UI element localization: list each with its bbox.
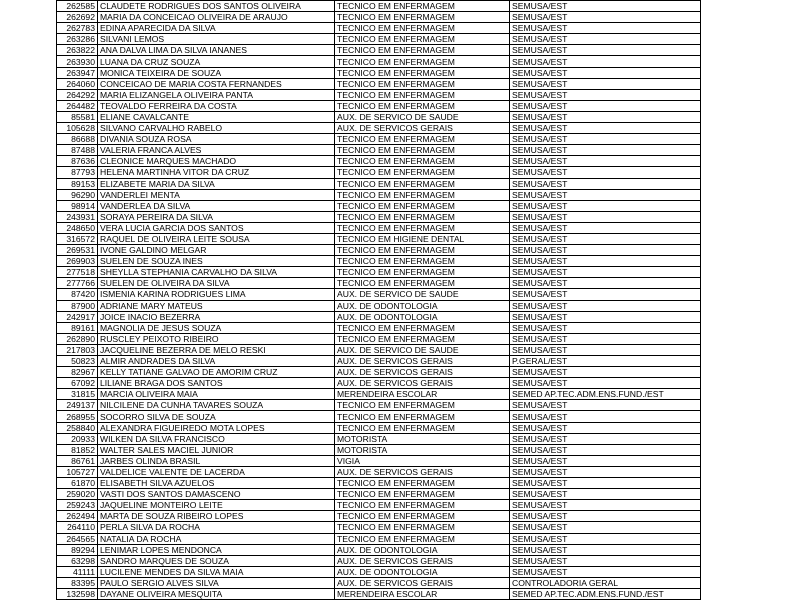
table-row — [57, 588, 701, 599]
job-title-cell: TECNICO EM ENFERMAGEM — [335, 333, 510, 344]
job-title-cell: TECNICO EM ENFERMAGEM — [335, 489, 510, 500]
employee-id-cell: 89161 — [57, 322, 98, 333]
employee-id-cell: 86688 — [57, 134, 98, 145]
employee-name-cell: NATALIA DA ROCHA — [98, 533, 335, 544]
table-row — [57, 289, 701, 300]
employee-name-cell: JACQUELINE BEZERRA DE MELO RESKI — [98, 344, 335, 355]
department-cell: SEMUSA/EST — [510, 134, 701, 145]
employee-name-cell: SANDRO MARQUES DE SOUZA — [98, 555, 335, 566]
employee-name-cell: RAQUEL DE OLIVEIRA LEITE SOUSA — [98, 233, 335, 244]
department-cell: SEMUSA/EST — [510, 378, 701, 389]
department-cell: SEMUSA/EST — [510, 123, 701, 134]
table-row — [57, 200, 701, 211]
employee-name-cell: CLEONICE MARQUES MACHADO — [98, 156, 335, 167]
employee-id-cell: 262494 — [57, 511, 98, 522]
department-cell: SEMUSA/EST — [510, 200, 701, 211]
table-row — [57, 489, 701, 500]
job-title-cell: TECNICO EM ENFERMAGEM — [335, 256, 510, 267]
job-title-cell: AUX. DE SERVICOS GERAIS — [335, 555, 510, 566]
employee-name-cell: LENIMAR LOPES MENDONCA — [98, 544, 335, 555]
department-cell: SEMUSA/EST — [510, 34, 701, 45]
job-title-cell: MERENDEIRA ESCOLAR — [335, 588, 510, 599]
job-title-cell: AUX. DE SERVICOS GERAIS — [335, 577, 510, 588]
employee-id-cell: 87636 — [57, 156, 98, 167]
job-title-cell: MOTORISTA — [335, 444, 510, 455]
table-row — [57, 111, 701, 122]
employee-name-cell: VALDELICE VALENTE DE LACERDA — [98, 466, 335, 477]
department-cell: SEMUSA/EST — [510, 12, 701, 23]
department-cell: SEMED AP.TEC.ADM.ENS.FUND./EST — [510, 588, 701, 599]
employee-name-cell: VANDERLEI MENTA — [98, 189, 335, 200]
table-row — [57, 478, 701, 489]
employee-id-cell: 105628 — [57, 123, 98, 134]
department-cell: SEMUSA/EST — [510, 278, 701, 289]
employee-id-cell: 87420 — [57, 289, 98, 300]
department-cell: SEMUSA/EST — [510, 167, 701, 178]
department-cell: SEMUSA/EST — [510, 67, 701, 78]
table-row — [57, 123, 701, 134]
employee-name-cell: MAGNOLIA DE JESUS SOUZA — [98, 322, 335, 333]
table-row — [57, 356, 701, 367]
employee-id-cell: 20933 — [57, 433, 98, 444]
employee-id-cell: 262585 — [57, 1, 98, 12]
employee-name-cell: DIVANIA SOUZA ROSA — [98, 134, 335, 145]
employee-id-cell: 259243 — [57, 500, 98, 511]
department-cell: SEMUSA/EST — [510, 256, 701, 267]
table-row — [57, 145, 701, 156]
job-title-cell: TECNICO EM ENFERMAGEM — [335, 222, 510, 233]
employee-id-cell: 249137 — [57, 400, 98, 411]
table-row — [57, 522, 701, 533]
table-row — [57, 233, 701, 244]
table-row — [57, 566, 701, 577]
table-row — [57, 167, 701, 178]
employee-id-cell: 87488 — [57, 145, 98, 156]
department-cell: CONTROLADORIA GERAL — [510, 577, 701, 588]
employee-table — [56, 0, 701, 600]
job-title-cell: AUX. DE SERVICO DE SAUDE — [335, 344, 510, 355]
employee-name-cell: PERLA SILVA DA ROCHA — [98, 522, 335, 533]
employee-table-body — [57, 1, 701, 600]
table-row — [57, 344, 701, 355]
job-title-cell: TECNICO EM ENFERMAGEM — [335, 245, 510, 256]
employee-id-cell: 269903 — [57, 256, 98, 267]
employee-id-cell: 96290 — [57, 189, 98, 200]
job-title-cell: TECNICO EM ENFERMAGEM — [335, 1, 510, 12]
job-title-cell: TECNICO EM ENFERMAGEM — [335, 511, 510, 522]
table-row — [57, 245, 701, 256]
department-cell: SEMUSA/EST — [510, 222, 701, 233]
employee-name-cell: SOCORRO SILVA DE SOUZA — [98, 411, 335, 422]
department-cell: SEMUSA/EST — [510, 178, 701, 189]
job-title-cell: TECNICO EM ENFERMAGEM — [335, 78, 510, 89]
job-title-cell: AUX. DE ODONTOLOGIA — [335, 566, 510, 577]
department-cell: SEMUSA/EST — [510, 289, 701, 300]
job-title-cell: TECNICO EM ENFERMAGEM — [335, 100, 510, 111]
employee-id-cell: 61870 — [57, 478, 98, 489]
table-row — [57, 422, 701, 433]
table-row — [57, 56, 701, 67]
table-row — [57, 444, 701, 455]
department-cell: SEMUSA/EST — [510, 555, 701, 566]
table-row — [57, 577, 701, 588]
department-cell: SEMUSA/EST — [510, 78, 701, 89]
table-row — [57, 67, 701, 78]
table-row — [57, 256, 701, 267]
employee-name-cell: ALMIR ANDRADES DA SILVA — [98, 356, 335, 367]
job-title-cell: TECNICO EM ENFERMAGEM — [335, 267, 510, 278]
table-row — [57, 544, 701, 555]
employee-name-cell: SILVANO CARVALHO RABELO — [98, 123, 335, 134]
table-row — [57, 12, 701, 23]
employee-name-cell: LUANA DA CRUZ SOUZA — [98, 56, 335, 67]
employee-id-cell: 85581 — [57, 111, 98, 122]
table-row — [57, 78, 701, 89]
employee-id-cell: 263822 — [57, 45, 98, 56]
department-cell: SEMUSA/EST — [510, 56, 701, 67]
employee-id-cell: 67092 — [57, 378, 98, 389]
employee-name-cell: VERA LUCIA GARCIA DOS SANTOS — [98, 222, 335, 233]
employee-id-cell: 89153 — [57, 178, 98, 189]
job-title-cell: TECNICO EM ENFERMAGEM — [335, 89, 510, 100]
table-row — [57, 267, 701, 278]
job-title-cell: TECNICO EM ENFERMAGEM — [335, 34, 510, 45]
table-row — [57, 100, 701, 111]
job-title-cell: TECNICO EM ENFERMAGEM — [335, 533, 510, 544]
employee-id-cell: 82967 — [57, 367, 98, 378]
employee-name-cell: MARTA DE SOUZA RIBEIRO LOPES — [98, 511, 335, 522]
employee-id-cell: 81852 — [57, 444, 98, 455]
employee-id-cell: 262783 — [57, 23, 98, 34]
employee-id-cell: 264110 — [57, 522, 98, 533]
table-row — [57, 211, 701, 222]
department-cell: SEMUSA/EST — [510, 23, 701, 34]
job-title-cell: MOTORISTA — [335, 433, 510, 444]
table-row — [57, 466, 701, 477]
job-title-cell: TECNICO EM ENFERMAGEM — [335, 478, 510, 489]
job-title-cell: MERENDEIRA ESCOLAR — [335, 389, 510, 400]
department-cell: SEMUSA/EST — [510, 322, 701, 333]
table-row — [57, 378, 701, 389]
employee-id-cell: 87793 — [57, 167, 98, 178]
employee-name-cell: SORAYA PEREIRA DA SILVA — [98, 211, 335, 222]
employee-name-cell: CONCEICAO DE MARIA COSTA FERNANDES — [98, 78, 335, 89]
employee-id-cell: 105727 — [57, 466, 98, 477]
employee-name-cell: JAQUELINE MONTEIRO LEITE — [98, 500, 335, 511]
employee-name-cell: SUELEN DE SOUZA INES — [98, 256, 335, 267]
employee-id-cell: 87900 — [57, 300, 98, 311]
job-title-cell: TECNICO EM ENFERMAGEM — [335, 400, 510, 411]
employee-id-cell: 264565 — [57, 533, 98, 544]
job-title-cell: TECNICO EM ENFERMAGEM — [335, 422, 510, 433]
employee-name-cell: RUSCLEY PEIXOTO RIBEIRO — [98, 333, 335, 344]
job-title-cell: TECNICO EM ENFERMAGEM — [335, 45, 510, 56]
employee-name-cell: PAULO SERGIO ALVES SILVA — [98, 577, 335, 588]
job-title-cell: AUX. DE SERVICOS GERAIS — [335, 367, 510, 378]
employee-id-cell: 98914 — [57, 200, 98, 211]
employee-name-cell: WILKEN DA SILVA FRANCISCO — [98, 433, 335, 444]
department-cell: SEMUSA/EST — [510, 367, 701, 378]
job-title-cell: TECNICO EM ENFERMAGEM — [335, 134, 510, 145]
table-row — [57, 500, 701, 511]
employee-name-cell: ADRIANE MARY MATEUS — [98, 300, 335, 311]
department-cell: SEMUSA/EST — [510, 233, 701, 244]
employee-name-cell: LUCILENE MENDES DA SILVA MAIA — [98, 566, 335, 577]
department-cell: SEMUSA/EST — [510, 333, 701, 344]
department-cell: SEMUSA/EST — [510, 455, 701, 466]
department-cell: SEMUSA/EST — [510, 566, 701, 577]
table-row — [57, 400, 701, 411]
department-cell: SEMUSA/EST — [510, 245, 701, 256]
job-title-cell: TECNICO EM ENFERMAGEM — [335, 278, 510, 289]
table-row — [57, 455, 701, 466]
table-row — [57, 45, 701, 56]
employee-name-cell: ELIZABETE MARIA DA SILVA — [98, 178, 335, 189]
employee-id-cell: 89294 — [57, 544, 98, 555]
job-title-cell: TECNICO EM ENFERMAGEM — [335, 211, 510, 222]
department-cell: SEMUSA/EST — [510, 311, 701, 322]
employee-id-cell: 243931 — [57, 211, 98, 222]
department-cell: SEMUSA/EST — [510, 411, 701, 422]
employee-id-cell: 41111 — [57, 566, 98, 577]
job-title-cell: AUX. DE SERVICOS GERAIS — [335, 123, 510, 134]
employee-name-cell: SHEYLLA STEPHANIA CARVALHO DA SILVA — [98, 267, 335, 278]
table-row — [57, 34, 701, 45]
department-cell: P.GERAL/EST — [510, 356, 701, 367]
employee-id-cell: 31815 — [57, 389, 98, 400]
department-cell: SEMUSA/EST — [510, 422, 701, 433]
department-cell: SEMUSA/EST — [510, 400, 701, 411]
table-row — [57, 178, 701, 189]
table-row — [57, 23, 701, 34]
job-title-cell: AUX. DE SERVICOS GERAIS — [335, 466, 510, 477]
department-cell: SEMED AP.TEC.ADM.ENS.FUND./EST — [510, 389, 701, 400]
employee-name-cell: SILVANI LEMOS — [98, 34, 335, 45]
job-title-cell: VIGIA — [335, 455, 510, 466]
table-row — [57, 533, 701, 544]
job-title-cell: TECNICO EM ENFERMAGEM — [335, 145, 510, 156]
job-title-cell: AUX. DE ODONTOLOGIA — [335, 311, 510, 322]
job-title-cell: TECNICO EM ENFERMAGEM — [335, 167, 510, 178]
employee-id-cell: 50823 — [57, 356, 98, 367]
table-row — [57, 278, 701, 289]
document-page — [56, 0, 701, 600]
employee-id-cell: 263930 — [57, 56, 98, 67]
department-cell: SEMUSA/EST — [510, 267, 701, 278]
employee-name-cell: KELLY TATIANE GALVAO DE AMORIM CRUZ — [98, 367, 335, 378]
employee-id-cell: 269531 — [57, 245, 98, 256]
job-title-cell: TECNICO EM ENFERMAGEM — [335, 411, 510, 422]
employee-name-cell: CLAUDETE RODRIGUES DOS SANTOS OLIVEIRA — [98, 1, 335, 12]
employee-id-cell: 264482 — [57, 100, 98, 111]
employee-id-cell: 132598 — [57, 588, 98, 599]
employee-name-cell: ALEXANDRA FIGUEIREDO MOTA LOPES — [98, 422, 335, 433]
table-row — [57, 134, 701, 145]
table-row — [57, 411, 701, 422]
table-row — [57, 300, 701, 311]
employee-id-cell: 258840 — [57, 422, 98, 433]
job-title-cell: TECNICO EM ENFERMAGEM — [335, 189, 510, 200]
employee-id-cell: 63298 — [57, 555, 98, 566]
department-cell: SEMUSA/EST — [510, 211, 701, 222]
employee-id-cell: 262692 — [57, 12, 98, 23]
employee-name-cell: VASTI DOS SANTOS DAMASCENO — [98, 489, 335, 500]
employee-name-cell: MARCIA OLIVEIRA MAIA — [98, 389, 335, 400]
table-row — [57, 433, 701, 444]
department-cell: SEMUSA/EST — [510, 145, 701, 156]
employee-name-cell: MONICA TEIXEIRA DE SOUZA — [98, 67, 335, 78]
employee-id-cell: 259020 — [57, 489, 98, 500]
job-title-cell: TECNICO EM ENFERMAGEM — [335, 200, 510, 211]
table-row — [57, 156, 701, 167]
table-row — [57, 89, 701, 100]
employee-name-cell: IVONE GALDINO MELGAR — [98, 245, 335, 256]
employee-name-cell: NILCILENE DA CUNHA TAVARES SOUZA — [98, 400, 335, 411]
employee-name-cell: ELIANE CAVALCANTE — [98, 111, 335, 122]
department-cell: SEMUSA/EST — [510, 1, 701, 12]
job-title-cell: TECNICO EM ENFERMAGEM — [335, 522, 510, 533]
table-row — [57, 389, 701, 400]
department-cell: SEMUSA/EST — [510, 544, 701, 555]
department-cell: SEMUSA/EST — [510, 89, 701, 100]
department-cell: SEMUSA/EST — [510, 511, 701, 522]
employee-id-cell: 217803 — [57, 344, 98, 355]
department-cell: SEMUSA/EST — [510, 500, 701, 511]
table-row — [57, 322, 701, 333]
employee-name-cell: HELENA MARTINHA VITOR DA CRUZ — [98, 167, 335, 178]
employee-name-cell: ANA DALVA LIMA DA SILVA IANANES — [98, 45, 335, 56]
employee-id-cell: 86761 — [57, 455, 98, 466]
job-title-cell: AUX. DE SERVICOS GERAIS — [335, 356, 510, 367]
job-title-cell: TECNICO EM ENFERMAGEM — [335, 12, 510, 23]
department-cell: SEMUSA/EST — [510, 189, 701, 200]
employee-name-cell: JARBES OLINDA BRASIL — [98, 455, 335, 466]
employee-name-cell: DAYANE OLIVEIRA MESQUITA — [98, 588, 335, 599]
employee-name-cell: VALERIA FRANCA ALVES — [98, 145, 335, 156]
department-cell: SEMUSA/EST — [510, 156, 701, 167]
job-title-cell: TECNICO EM ENFERMAGEM — [335, 156, 510, 167]
employee-id-cell: 263947 — [57, 67, 98, 78]
table-row — [57, 511, 701, 522]
employee-id-cell: 277766 — [57, 278, 98, 289]
employee-id-cell: 268955 — [57, 411, 98, 422]
employee-name-cell: ELISABETH SILVA AZUELOS — [98, 478, 335, 489]
job-title-cell: TECNICO EM ENFERMAGEM — [335, 56, 510, 67]
department-cell: SEMUSA/EST — [510, 433, 701, 444]
department-cell: SEMUSA/EST — [510, 533, 701, 544]
department-cell: SEMUSA/EST — [510, 466, 701, 477]
department-cell: SEMUSA/EST — [510, 478, 701, 489]
job-title-cell: AUX. DE SERVICOS GERAIS — [335, 378, 510, 389]
employee-name-cell: JOICE INACIO BEZERRA — [98, 311, 335, 322]
employee-id-cell: 277518 — [57, 267, 98, 278]
employee-name-cell: ISMENIA KARINA RODRIGUES LIMA — [98, 289, 335, 300]
department-cell: SEMUSA/EST — [510, 45, 701, 56]
employee-name-cell: LILIANE BRAGA DOS SANTOS — [98, 378, 335, 389]
table-row — [57, 367, 701, 378]
employee-name-cell: VANDERLEA DA SILVA — [98, 200, 335, 211]
job-title-cell: TECNICO EM ENFERMAGEM — [335, 23, 510, 34]
department-cell: SEMUSA/EST — [510, 444, 701, 455]
job-title-cell: TECNICO EM ENFERMAGEM — [335, 67, 510, 78]
job-title-cell: AUX. DE ODONTOLOGIA — [335, 544, 510, 555]
department-cell: SEMUSA/EST — [510, 489, 701, 500]
department-cell: SEMUSA/EST — [510, 100, 701, 111]
department-cell: SEMUSA/EST — [510, 344, 701, 355]
department-cell: SEMUSA/EST — [510, 111, 701, 122]
department-cell: SEMUSA/EST — [510, 300, 701, 311]
job-title-cell: TECNICO EM ENFERMAGEM — [335, 322, 510, 333]
job-title-cell: AUX. DE SERVICO DE SAUDE — [335, 111, 510, 122]
employee-id-cell: 316572 — [57, 233, 98, 244]
table-row — [57, 189, 701, 200]
employee-id-cell: 83395 — [57, 577, 98, 588]
table-row — [57, 333, 701, 344]
employee-id-cell: 262890 — [57, 333, 98, 344]
employee-id-cell: 263286 — [57, 34, 98, 45]
job-title-cell: TECNICO EM ENFERMAGEM — [335, 178, 510, 189]
department-cell: SEMUSA/EST — [510, 522, 701, 533]
table-row — [57, 555, 701, 566]
table-row — [57, 222, 701, 233]
employee-name-cell: WALTER SALES MACIEL JUNIOR — [98, 444, 335, 455]
job-title-cell: AUX. DE SERVICO DE SAUDE — [335, 289, 510, 300]
employee-id-cell: 248650 — [57, 222, 98, 233]
table-row — [57, 1, 701, 12]
employee-name-cell: MARIA DA CONCEICAO OLIVEIRA DE ARAUJO — [98, 12, 335, 23]
table-row — [57, 311, 701, 322]
employee-name-cell: SUELEN DE OLIVEIRA DA SILVA — [98, 278, 335, 289]
job-title-cell: TECNICO EM ENFERMAGEM — [335, 500, 510, 511]
employee-name-cell: MARIA ELIZANGELA OLIVEIRA PANTA — [98, 89, 335, 100]
job-title-cell: AUX. DE ODONTOLOGIA — [335, 300, 510, 311]
employee-id-cell: 264292 — [57, 89, 98, 100]
employee-name-cell: TEOVALDO FERREIRA DA COSTA — [98, 100, 335, 111]
employee-id-cell: 264060 — [57, 78, 98, 89]
employee-id-cell: 242917 — [57, 311, 98, 322]
job-title-cell: TECNICO EM HIGIENE DENTAL — [335, 233, 510, 244]
employee-name-cell: EDINA APARECIDA DA SILVA — [98, 23, 335, 34]
